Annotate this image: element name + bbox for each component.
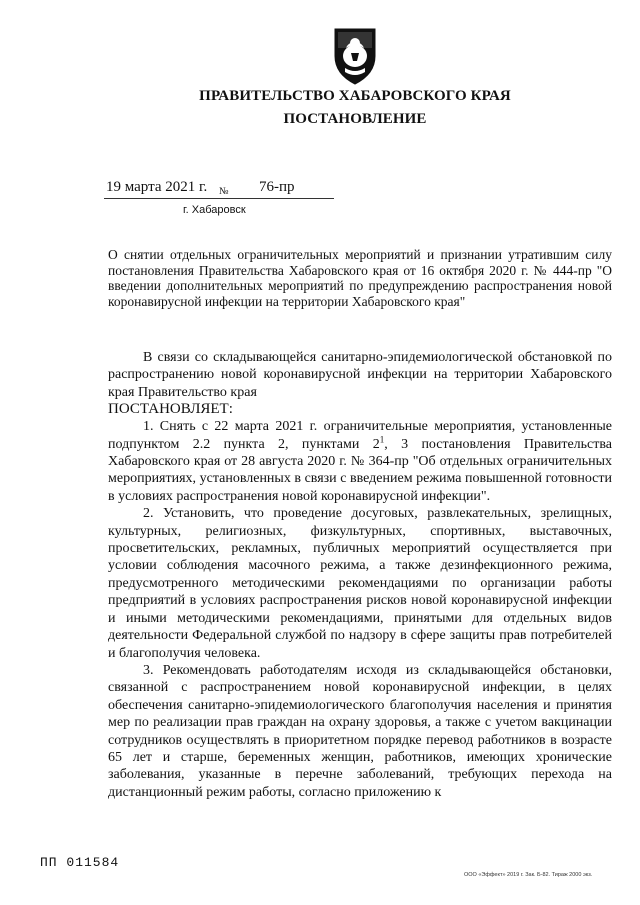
government-name: ПРАВИТЕЛЬСТВО ХАБАРОВСКОГО КРАЯ xyxy=(199,88,511,104)
document-body xyxy=(108,349,612,801)
paragraph-1-superscript: 1 xyxy=(379,433,385,444)
serial-number: ПП 011584 xyxy=(40,855,120,870)
document-date: 19 марта 2021 г. xyxy=(106,179,208,195)
document-number: 76-пр xyxy=(259,179,295,195)
paragraph-1-start: 1. Снять с 22 марта 2021 г. ограничительные мероприятия, установленные подпунктом 2.2 пункта 2, пунктами 2 xyxy=(108,419,612,452)
document-title: О снятии отдельных ограничительных мероприятий и признании утратившим силу постановления Правительства Хабаровского края от 16 октября 2020 г. № 444-пр "О введении дополнительных мероприятий по предупреждению распространения новой коронавирусной инфекции на территории Хабаровского края" xyxy=(108,247,612,309)
preamble-paragraph: В связи со складывающейся санитарно-эпидемиологической обстановкой по распространению новой коронавирусной инфекции на территории Хабаровского края Правительство края xyxy=(108,350,612,400)
date-underline xyxy=(104,198,334,199)
paragraph-2: 2. Установить, что проведение досуговых, развлекательных, зрелищных, культурных, религиозных, физкультурных, спортивных, выставочных, просветительских, рекламных, публичных мероприятий осуществляется при условии соблюдения масочного режима, а также дезинфекционного режима, предусмотренного методическими рекомендациями по организации работы предприятий в условиях распространения рисков новой коронавирусной инфекции и иными методическими рекомендациями, принятыми для отдельных видов деятельности Федеральной службой по надзору в сфере защиты прав потребителей и благополучия человека. xyxy=(108,506,612,661)
printer-imprint: ООО «Эффект» 2019 г. Зак. Б-82. Тираж 2000 экз. xyxy=(464,872,593,878)
decree-word: ПОСТАНОВЛЯЕТ: xyxy=(108,401,233,418)
document-city: г. Хабаровск xyxy=(183,204,246,216)
paragraph-1 xyxy=(108,418,612,505)
paragraph-3: 3. Рекомендовать работодателям исходя из складывающейся обстановки, связанной с распространением новой коронавирусной инфекции, в целях обеспечения санитарно-эпидемиологического благополучия населения и принятия мер по реализации прав граждан на охрану здоровья, а также с учетом вакцинации сотрудников осуществлять в приоритетном порядке перевод работников в возрасте 65 лет и старше, беременных женщин, работников, имеющих хронические заболевания, указанные в перечне заболеваний, требующих перехода на дистанционный режим работы, согласно приложению к xyxy=(108,662,612,800)
paragraph-1-end: , 3 постановления Правительства Хабаровского края от 28 августа 2020 г. № 364-пр "Об отдельных ограничительных мероприятиях, установленных в связи с введением режима повышенной готовности в условиях распространения новой коронавирусной инфекции". xyxy=(108,436,613,504)
coat-of-arms-emblem xyxy=(331,26,379,86)
document-type: ПОСТАНОВЛЕНИЕ xyxy=(283,111,427,127)
number-label: № xyxy=(219,186,229,197)
